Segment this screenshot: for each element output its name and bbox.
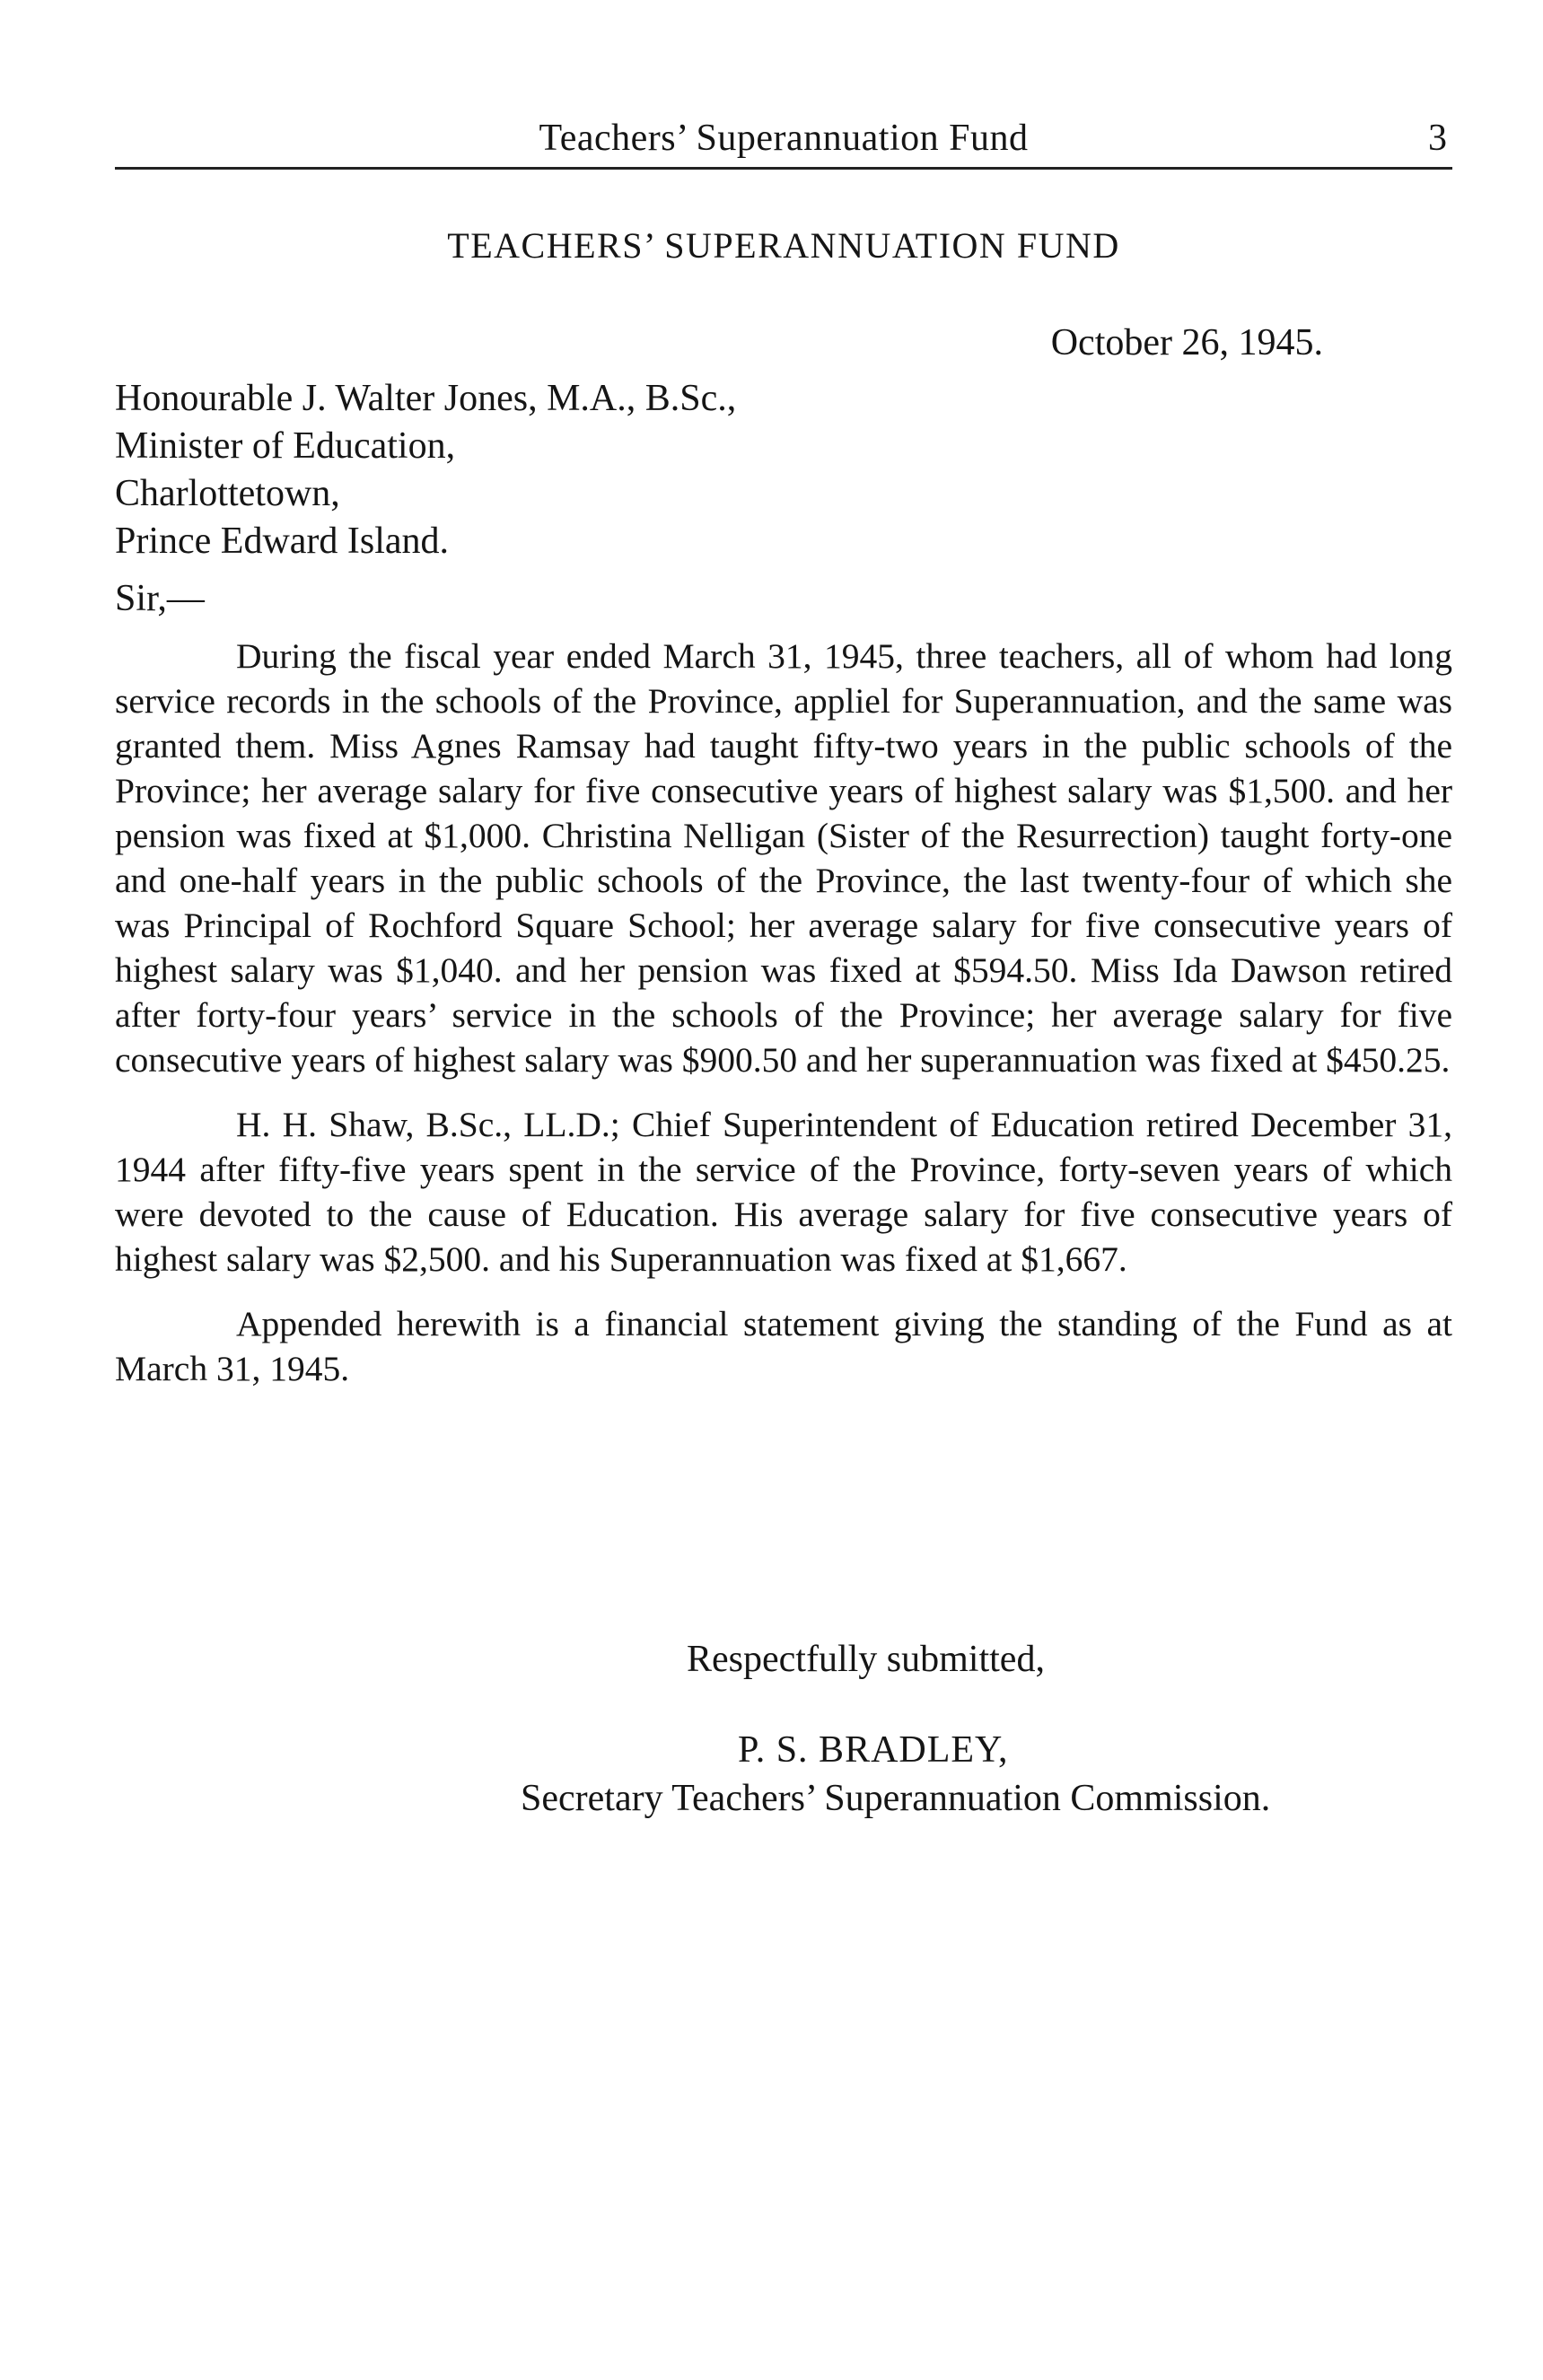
body-paragraph: During the fiscal year ended March 31, 1945, three teachers, all of whom had long service records in the schools of the Province, appliel for Superannuation, and the same was granted them. Miss Agnes Ramsay had taught fifty-two years in the public schools of the Province; her average salary for five consecutive years of highest salary was $1,500. and her pension was fixed at $1,000. Christina Nelligan (Sister of the Resurrection) taught forty-one and one-half years in the public schools of the Province, the last twenty-four of which she was Principal of Rochford Square School; her average salary for five consecutive years of highest salary was $1,040. and her pension was fixed at $594.50. Miss Ida Dawson retired after forty-four years’ service in the schools of the Province; her average salary for five consecutive years of highest salary was $900.50 and her superannuation was fixed at $450.25. [115, 636, 1452, 1080]
body-paragraph: Appended herewith is a financial statement giving the standing of the Fund as at March 31, 1945. [115, 1304, 1452, 1388]
address-line: Prince Edward Island. [115, 521, 450, 562]
salutation: Sir,— [115, 578, 205, 619]
signer-title: Secretary Teachers’ Superannuation Commission. [521, 1778, 1271, 1819]
page-number: 3 [1428, 118, 1447, 159]
address-line: Honourable J. Walter Jones, M.A., B.Sc., [115, 378, 737, 419]
address-line: Charlottetown, [115, 473, 340, 514]
address-line: Minister of Education, [115, 425, 456, 467]
signer-name: P. S. BRADLEY, [738, 1729, 1009, 1771]
letter-date: October 26, 1945. [1050, 322, 1323, 363]
document-title: TEACHERS’ SUPERANNUATION FUND [447, 225, 1120, 266]
body-paragraph: H. H. Shaw, B.Sc., LL.D.; Chief Superintendent of Education retired December 31, 1944 after fifty-five years spent in the service of the Province, forty-seven years of which were devoted to the cause of Education. His average salary for five consecutive years of highest salary was $2,500. and his Superannuation was fixed at $1,667. [115, 1105, 1452, 1279]
running-title: Teachers’ Superannuation Fund [539, 118, 1029, 159]
running-header [115, 113, 1452, 170]
closing: Respectfully submitted, [687, 1639, 1045, 1680]
letter-body [115, 634, 1452, 1411]
recipient-address [115, 375, 736, 565]
